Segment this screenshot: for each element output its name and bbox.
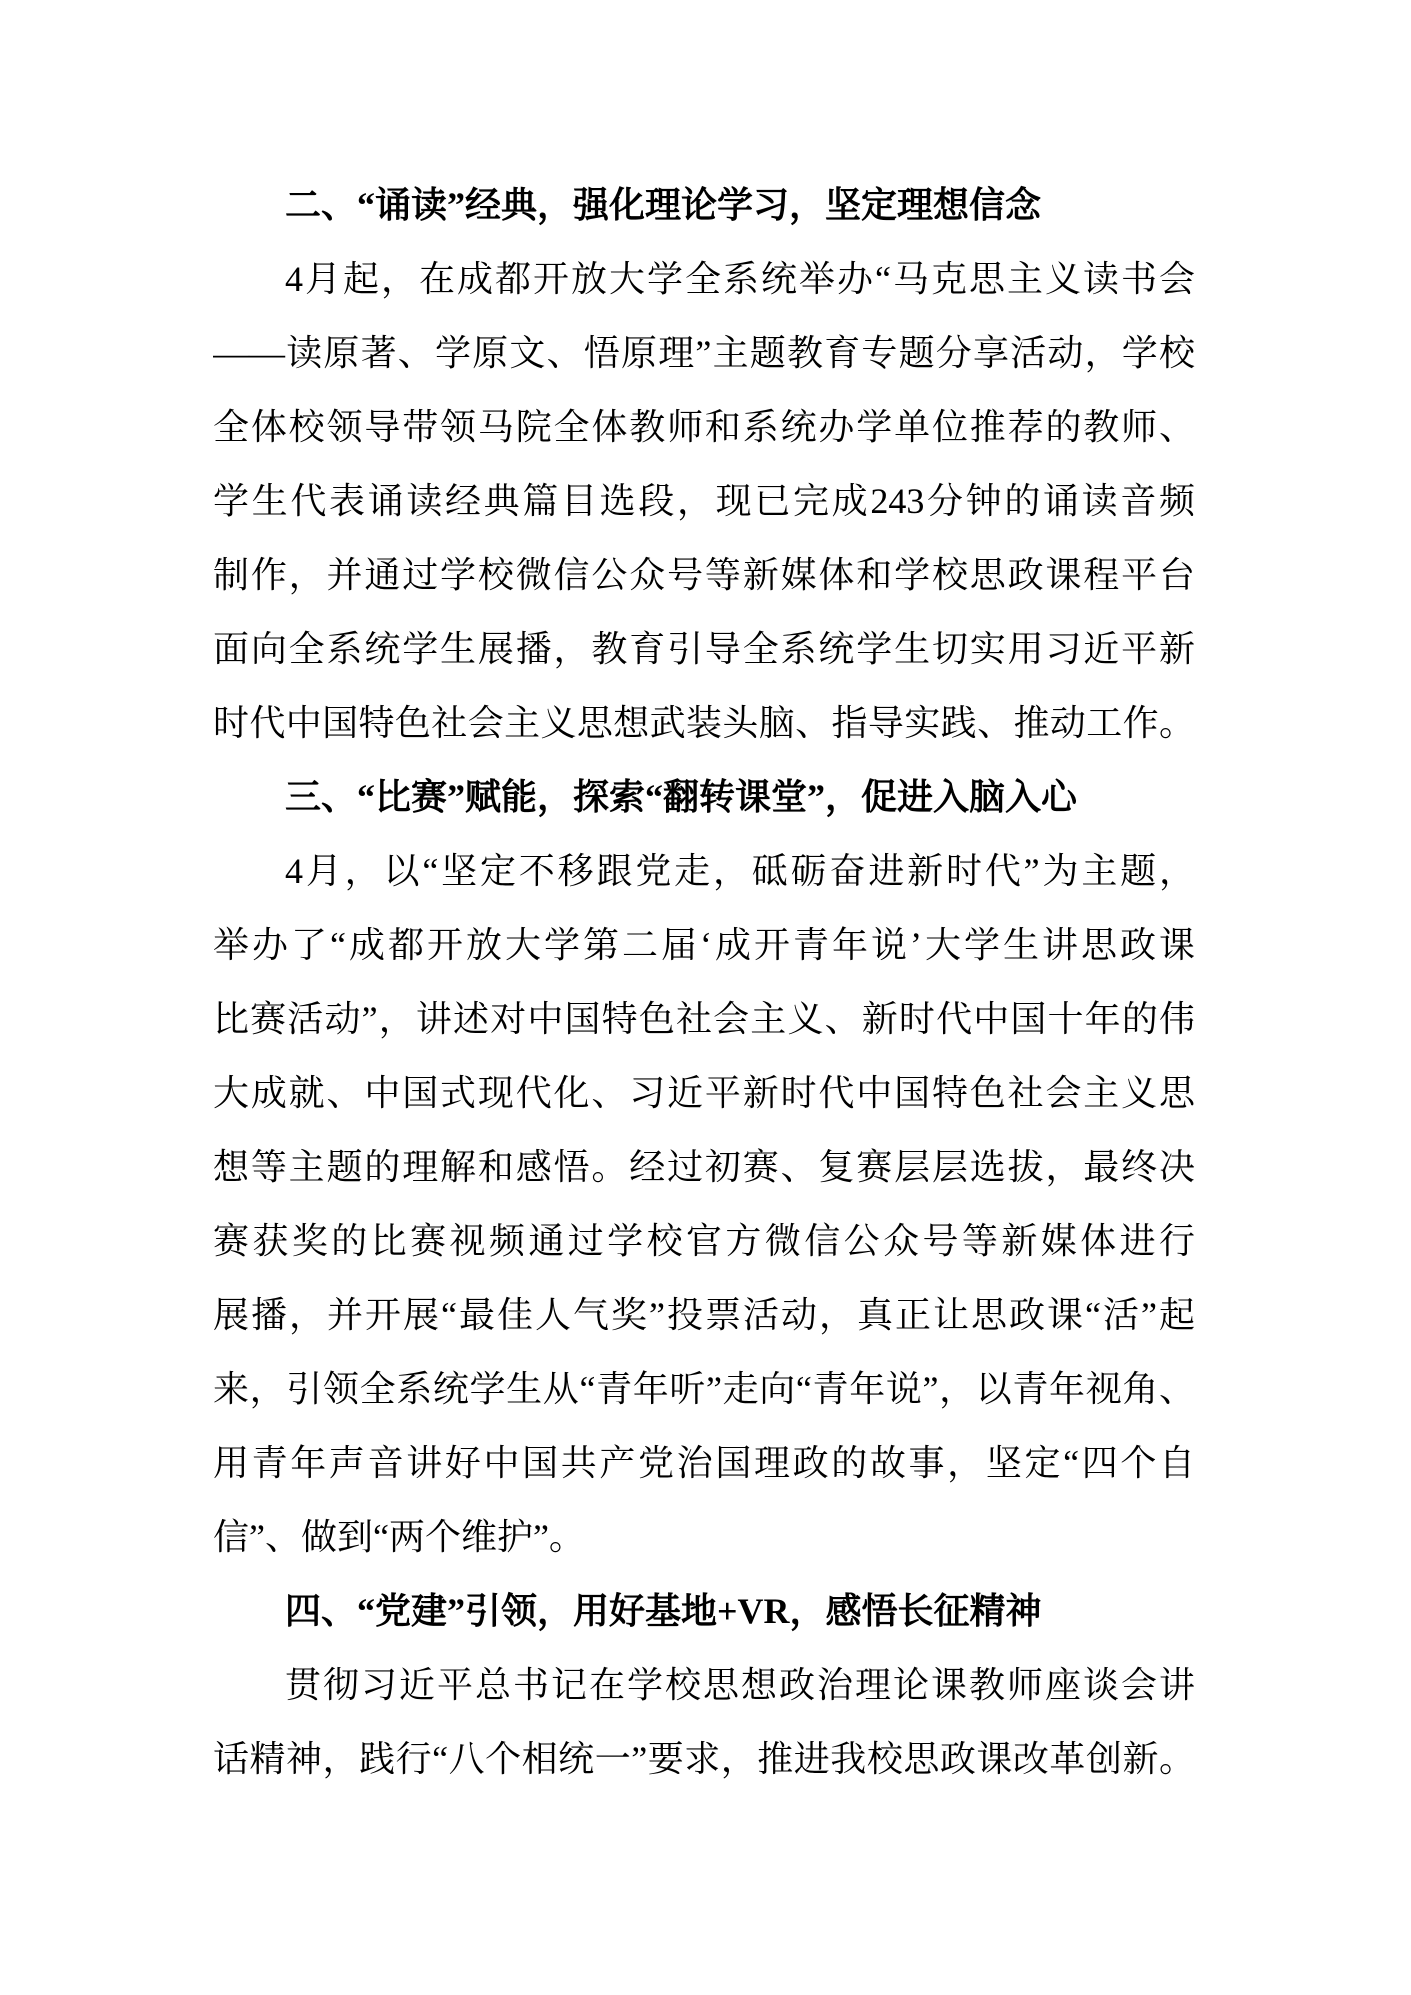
paragraph-line: 想等主题的理解和感悟。经过初赛、复赛层层选拔，最终决	[213, 1147, 1195, 1187]
paragraph-line: 来，引领全系统学生从“青年听”走向“青年说”，以青年视角、	[213, 1369, 1195, 1409]
paragraph-line: 制作，并通过学校微信公众号等新媒体和学校思政课程平台	[213, 555, 1195, 595]
paragraph-line: 信”、做到“两个维护”。	[213, 1517, 585, 1557]
paragraph-line: 展播，并开展“最佳人气奖”投票活动，真正让思政课“活”起	[213, 1295, 1195, 1335]
section-party-building	[213, 1574, 1195, 1796]
paragraph-line: 话精神，践行“八个相统一”要求，推进我校思政课改革创新。	[213, 1739, 1195, 1779]
section-heading: 三、“比赛”赋能，探索“翻转课堂”，促进入脑入心	[285, 777, 1078, 817]
paragraph-line: 举办了“成都开放大学第二届‘成开青年说’大学生讲思政课	[213, 925, 1195, 965]
section-heading: 四、“党建”引领，用好基地+VR，感悟长征精神	[285, 1591, 1042, 1631]
paragraph-line: 4月起，在成都开放大学全系统举办“马克思主义读书会	[285, 259, 1195, 299]
paragraph-line: 4月，以“坚定不移跟党走，砥砺奋进新时代”为主题，	[285, 851, 1195, 891]
paragraph-line: 比赛活动”，讲述对中国特色社会主义、新时代中国十年的伟	[213, 999, 1195, 1039]
paragraph	[213, 834, 1195, 1574]
paragraph-line: 全体校领导带领马院全体教师和系统办学单位推荐的教师、	[213, 407, 1195, 447]
paragraph-line: 贯彻习近平总书记在学校思想政治理论课教师座谈会讲	[285, 1665, 1195, 1705]
section-heading: 二、“诵读”经典，强化理论学习，坚定理想信念	[285, 185, 1042, 225]
document-body	[213, 168, 1195, 1796]
paragraph-line: 赛获奖的比赛视频通过学校官方微信公众号等新媒体进行	[213, 1221, 1195, 1261]
paragraph-line: 大成就、中国式现代化、习近平新时代中国特色社会主义思	[213, 1073, 1195, 1113]
paragraph-line: 面向全系统学生展播，教育引导全系统学生切实用习近平新	[213, 629, 1195, 669]
paragraph	[213, 242, 1195, 760]
section-reading-classics	[213, 168, 1195, 760]
paragraph-line: 时代中国特色社会主义思想武装头脑、指导实践、推动工作。	[213, 703, 1195, 743]
paragraph	[213, 1648, 1195, 1796]
paragraph-line: 学生代表诵读经典篇目选段，现已完成243分钟的诵读音频	[213, 481, 1195, 521]
section-competition	[213, 760, 1195, 1574]
paragraph-line: 用青年声音讲好中国共产党治国理政的故事，坚定“四个自	[213, 1443, 1195, 1483]
paragraph-line: ——读原著、学原文、悟原理”主题教育专题分享活动，学校	[213, 333, 1195, 373]
